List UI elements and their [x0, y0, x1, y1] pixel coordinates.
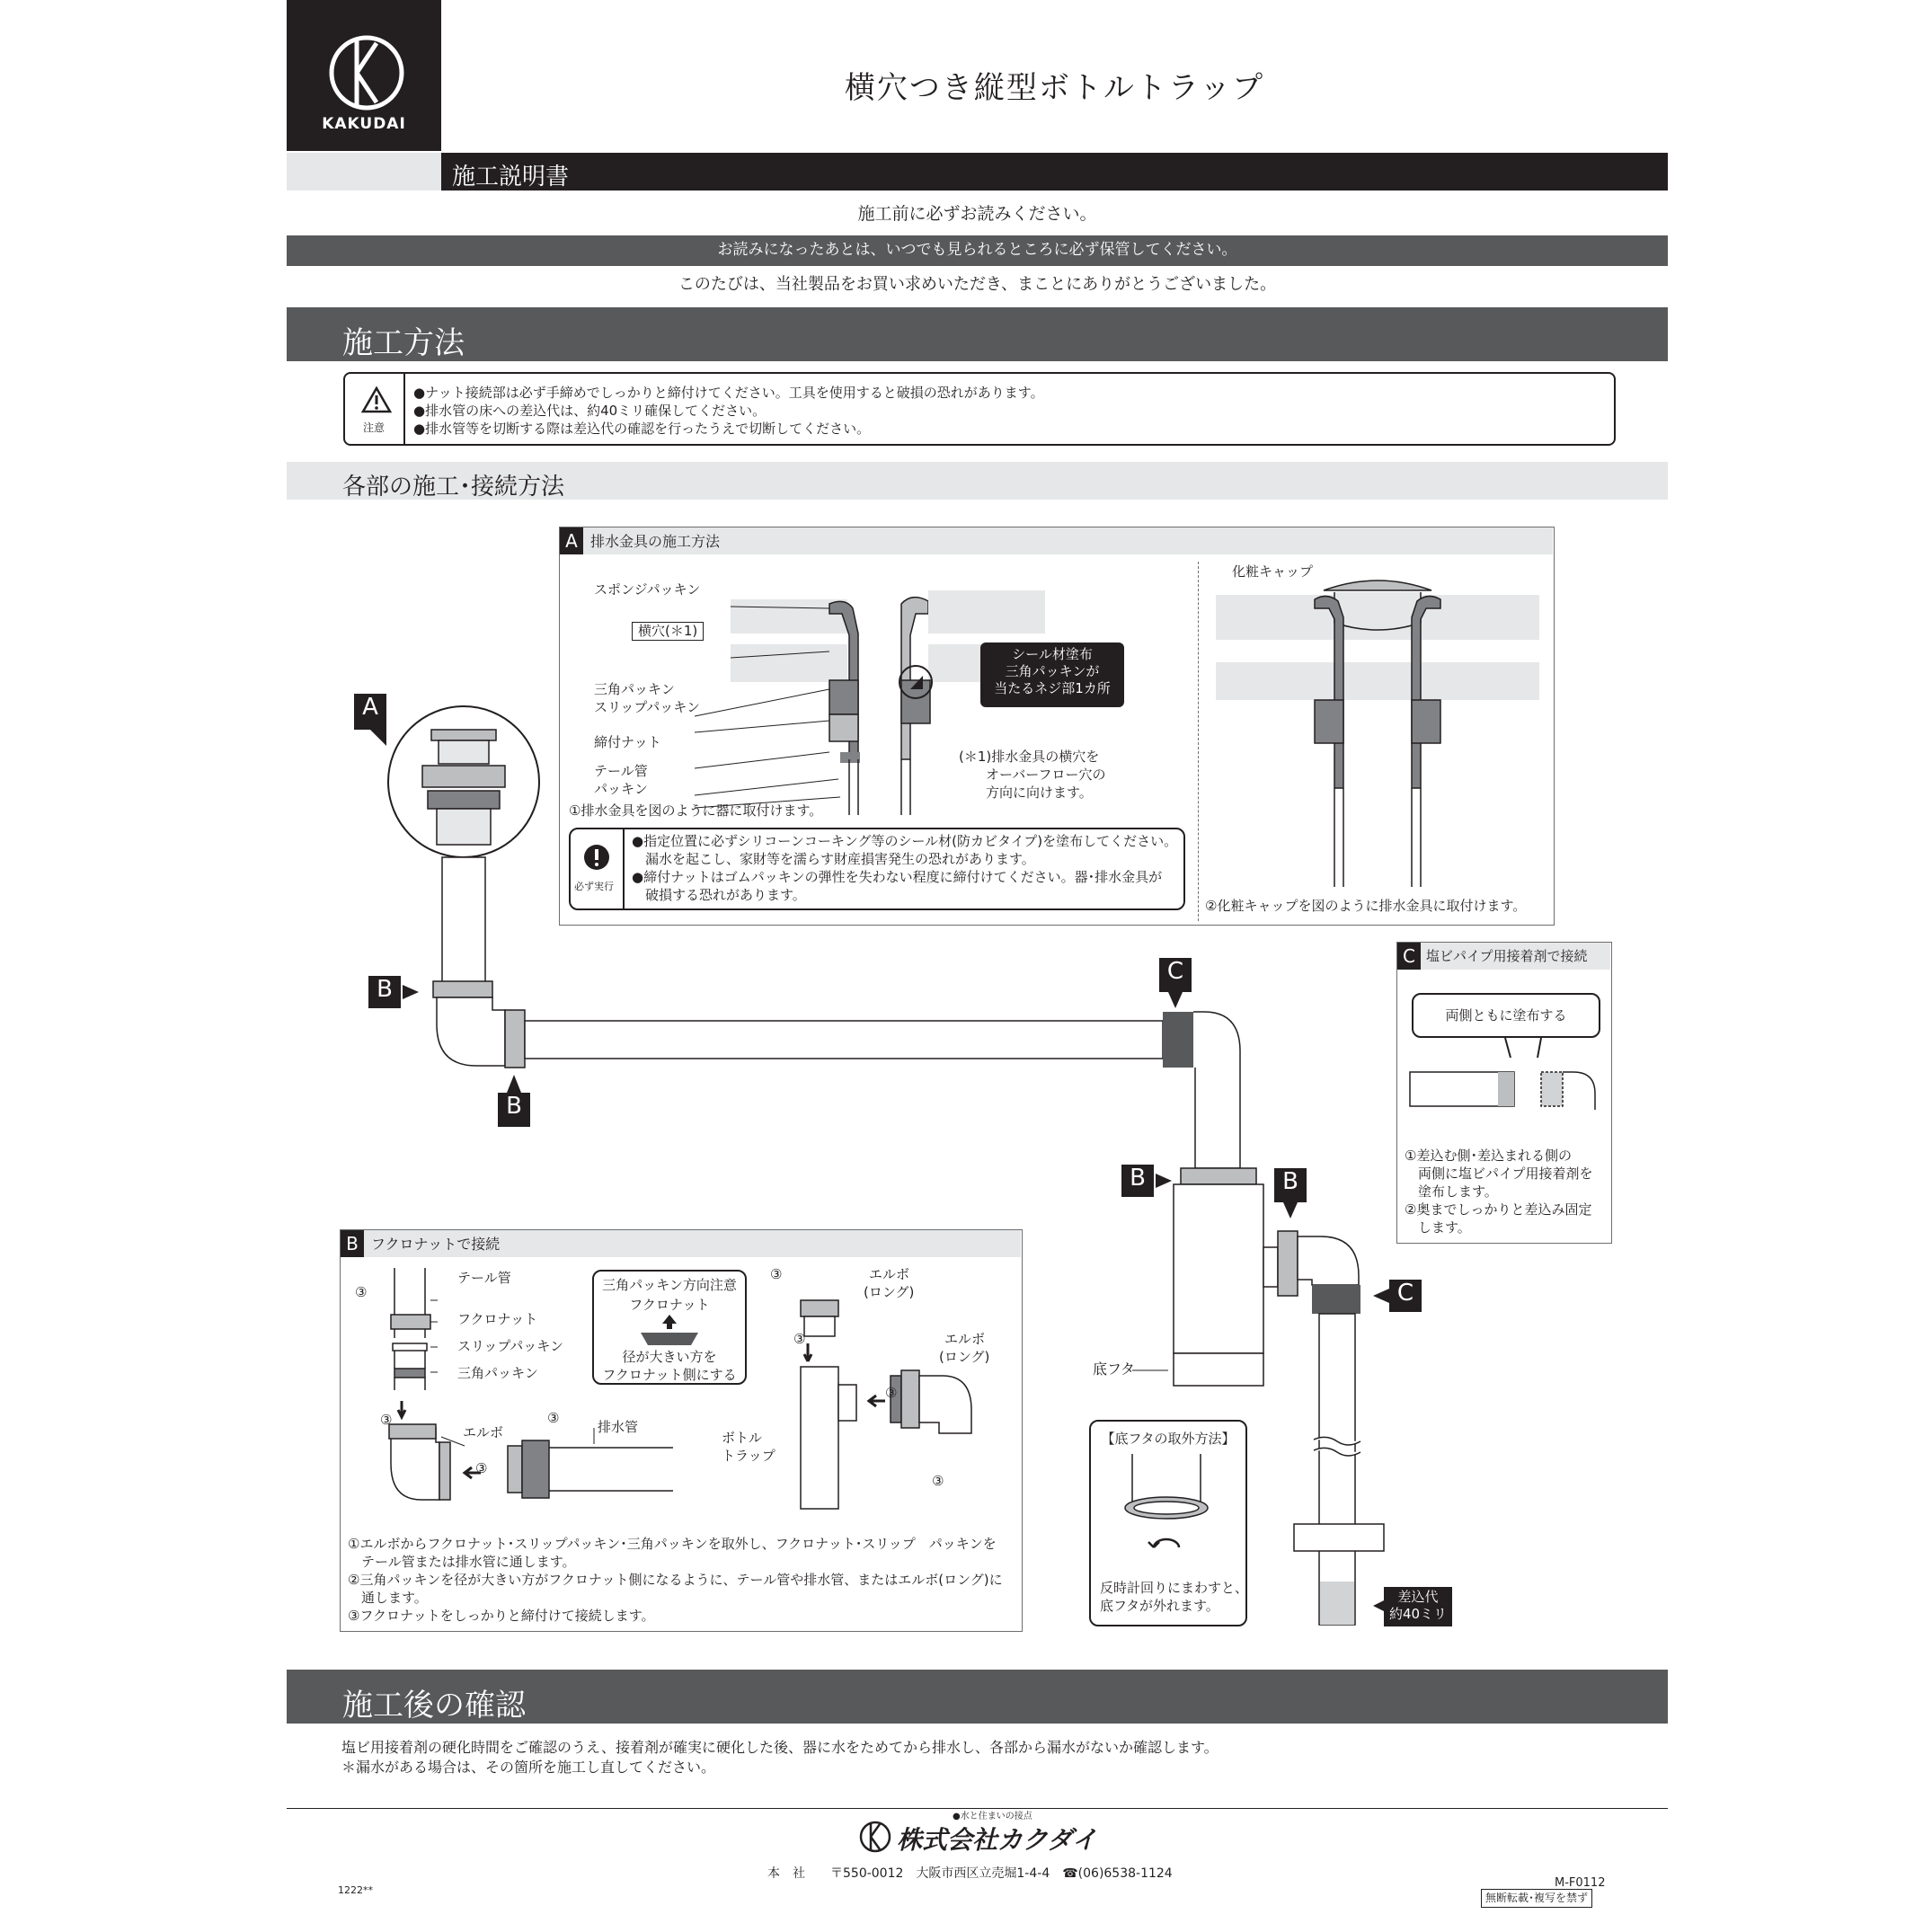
- panel-c-line-3: 塗布します。: [1405, 1183, 1498, 1200]
- callout-b-1: B: [368, 976, 401, 1008]
- footer-copy-notice: 無断転載･複写を禁ず: [1481, 1889, 1592, 1908]
- insert-depth-label: [1384, 1587, 1452, 1626]
- label-tail-pipe: テール管: [594, 763, 648, 779]
- label-b-fukuro-nut: フクロナット: [457, 1311, 538, 1327]
- panel-c-tag: C: [1397, 943, 1421, 970]
- must-line-2: 漏水を起こし、家財等を濡らす財産損害発生の恐れがあります。: [632, 851, 1035, 867]
- panel-b-header: [341, 1230, 1021, 1257]
- label-b-elbow-long-2: エルボ: [944, 1331, 986, 1347]
- panel-c-header: [1397, 943, 1610, 970]
- caution-line-3: ●排水管等を切断する際は差込代の確認を行ったうえで切断してください。: [413, 421, 871, 437]
- label-b-triangle-packing: 三角パッキン: [457, 1365, 538, 1381]
- label-b-elbow: エルボ: [463, 1424, 504, 1440]
- dir-box-nut: フクロナット: [629, 1297, 710, 1313]
- panel-c-line-4: ②奥までしっかりと差込み固定: [1405, 1201, 1592, 1218]
- panel-b: [340, 1229, 1023, 1632]
- callout-c-1: C: [1159, 958, 1192, 992]
- callout-b-1-arrow-icon: [403, 985, 421, 999]
- panel-a-step-2: ②化粧キャップを図のように排水金具に取付けます。: [1205, 898, 1527, 914]
- step-3-mark-5: ③: [770, 1266, 783, 1282]
- panel-c-bubble: [1412, 993, 1600, 1038]
- caution-line-2: ●排水管の床への差込代は、約40ミリ確保してください。: [413, 403, 767, 419]
- panel-c-title: 塩ビパイプ用接着剤で接続: [1426, 948, 1588, 964]
- must-label: 必ず実行: [574, 881, 614, 892]
- thanks-notice: このたびは、当社製品をお買い求めいただき、まことにありがとうございました。: [678, 275, 1277, 294]
- callout-b-4: B: [1274, 1168, 1307, 1202]
- keep-notice: お読みになったあとは、いつでも見られるところに必ず保管してください。: [717, 241, 1237, 259]
- section-after-bar: [287, 1670, 1668, 1724]
- footer-address: 本 社 〒550-0012 大阪市西区立売堀1-4-4 ☎(06)6538-1124: [767, 1866, 1173, 1881]
- drain-fitting-diagram-2: [1207, 554, 1548, 887]
- label-slip-packing: スリップパッキン: [594, 699, 701, 715]
- callout-c-2: C: [1389, 1280, 1422, 1312]
- callout-c-1-arrow-icon: [1168, 992, 1183, 1008]
- section-after-title: 施工後の確認: [342, 1688, 526, 1724]
- label-b-drain-pipe: 排水管: [598, 1419, 639, 1435]
- label-b-slip-packing: スリップパッキン: [457, 1338, 564, 1354]
- pvc-joint-diagram: [1397, 1038, 1604, 1110]
- read-first-notice: 施工前に必ずお読みください。: [857, 204, 1097, 224]
- callout-a: A: [354, 694, 386, 730]
- label-b-elbow-long-1: エルボ: [869, 1266, 910, 1282]
- footer-company-logo: 株式会社カクダイ: [897, 1825, 1097, 1855]
- panel-a-step-1: ①排水金具を図のように器に取付けます。: [569, 802, 823, 819]
- panel-c-line-1: ①差込む側･差込まれる側の: [1405, 1148, 1572, 1164]
- bottom-box-line-1: 反時計回りにまわすと、: [1100, 1580, 1249, 1596]
- footer-logo-icon: [859, 1821, 891, 1853]
- logo-text: KAKUDAI: [322, 115, 406, 133]
- callout-b-3-arrow-icon: [1156, 1174, 1174, 1188]
- footer-version: 1222**: [338, 1884, 373, 1896]
- panel-b-line-2: テール管または排水管に通します。: [348, 1554, 576, 1570]
- panel-b-tag: B: [341, 1230, 364, 1257]
- insert-depth-2: 約40ミリ: [1388, 1606, 1448, 1622]
- panel-a-tag: A: [560, 527, 583, 554]
- caution-label: 注意: [363, 421, 386, 434]
- panel-c-bubble-text: 両側ともに塗布する: [1445, 1007, 1567, 1024]
- panel-a-divider: [1198, 562, 1199, 921]
- panel-b-line-3: ②三角パッキンを径が大きい方がフクロナット側になるように、テール管や排水管、またはエルボ(ロング)に: [348, 1572, 1003, 1588]
- footer-slogan: ●水と住まいの接点: [953, 1812, 1032, 1821]
- subsection-title: 各部の施工･接続方法: [342, 474, 565, 501]
- insert-depth-1: 差込代: [1397, 1589, 1439, 1605]
- label-side-hole: 横穴(＊1): [632, 622, 704, 641]
- step-3-mark-1: ③: [355, 1284, 368, 1300]
- label-b-elbow-long-2b: (ロング): [939, 1349, 990, 1365]
- footer-doc-code: M-F0112: [1555, 1876, 1606, 1890]
- must-line-4: 破損する恐れがあります。: [632, 887, 806, 903]
- label-b-bottle-2: トラップ: [722, 1448, 775, 1464]
- callout-a-pointer: [370, 730, 388, 748]
- section-method-title: 施工方法: [342, 325, 465, 361]
- seal-line-2: 三角パッキンが: [1005, 663, 1100, 679]
- step-3-mark-2: ③: [380, 1412, 393, 1428]
- panel-b-title: フクロナットで接続: [371, 1236, 501, 1253]
- bottom-cap-removal-box: [1089, 1420, 1247, 1626]
- callout-b-2: B: [498, 1093, 530, 1127]
- dir-box-line-1: 径が大きい方を: [622, 1349, 717, 1365]
- label-triangle-packing: 三角パッキン: [594, 681, 675, 697]
- seal-line-1: シール材塗布: [1012, 646, 1093, 662]
- callout-b-3: B: [1121, 1165, 1154, 1197]
- manual-label: 施工説明書: [452, 164, 570, 191]
- insert-depth-pointer: [1373, 1600, 1386, 1612]
- step-3-mark-3: ③: [547, 1410, 560, 1426]
- step-3-mark-4: ③: [475, 1460, 488, 1476]
- pipe-assembly-diagram: [0, 0, 1168, 988]
- side-hole-note-3: 方向に向けます。: [986, 784, 1093, 801]
- dir-box-arrow-icon: [634, 1315, 705, 1347]
- dir-box-line-2: フクロナット側にする: [602, 1367, 737, 1383]
- label-b-tail-pipe: テール管: [457, 1270, 511, 1286]
- panel-b-line-4: 通します。: [348, 1590, 428, 1606]
- panel-c: [1396, 942, 1612, 1244]
- must-line-3: ●締付ナットはゴムパッキンの弾性を失わない程度に締付けてください。器･排水金具が: [632, 869, 1163, 885]
- step-3-mark-8: ③: [932, 1473, 944, 1489]
- label-b-bottle-1: ボトル: [722, 1430, 763, 1446]
- step-3-mark-7: ③: [885, 1385, 898, 1401]
- label-decorative-cap: 化粧キャップ: [1232, 563, 1314, 580]
- caution-line-1: ●ナット接続部は必ず手締めでしっかりと締付けてください。工具を使用すると破損の恐れがあります。: [413, 385, 1044, 401]
- document-title: 横穴つき縦型ボトルトラップ: [844, 70, 1265, 106]
- panel-b-line-5: ③フクロナットをしっかりと締付けて接続します。: [348, 1608, 655, 1624]
- panel-c-line-5: します。: [1405, 1219, 1471, 1236]
- panel-a-title: 排水金具の施工方法: [590, 533, 721, 550]
- dir-box-title: 三角パッキン方向注意: [602, 1277, 737, 1293]
- after-line-2: ＊漏水がある場合は、その箇所を施工し直してください。: [341, 1759, 716, 1776]
- label-packing: パッキン: [594, 781, 648, 797]
- callout-c-2-arrow-icon: [1371, 1289, 1389, 1303]
- label-sponge-packing: スポンジパッキン: [594, 581, 701, 598]
- callout-b-4-arrow-icon: [1283, 1202, 1298, 1219]
- bottom-box-line-2: 底フタが外れます。: [1100, 1598, 1219, 1614]
- side-hole-note-2: オーバーフロー穴の: [986, 767, 1106, 783]
- panel-c-line-2: 両側に塩ビパイプ用接着剤を: [1405, 1165, 1593, 1182]
- side-hole-note-1: (＊1)排水金具の横穴を: [959, 749, 1100, 765]
- triangle-direction-box: [592, 1270, 747, 1385]
- seal-line-3: 当たるネジ部1カ所: [994, 680, 1111, 696]
- callout-b-2-arrow-icon: [507, 1075, 521, 1093]
- label-b-elbow-long-1b: (ロング): [864, 1284, 915, 1300]
- must-line-1: ●指定位置に必ずシリコーンコーキング等のシール材(防カビタイプ)を塗布してください。: [632, 833, 1178, 849]
- bottom-box-title: 【底フタの取外方法】: [1101, 1431, 1236, 1447]
- after-line-1: 塩ビ用接着剤の硬化時間をご確認のうえ、接着剤が確実に硬化した後、器に水をためてから排水し、各部から漏水がないか確認します。: [341, 1739, 1219, 1756]
- step-3-mark-6: ③: [793, 1331, 806, 1347]
- panel-b-line-1: ①エルボからフクロナット･スリップパッキン･三角パッキンを取外し、フクロナット･スリップ パッキンを: [348, 1536, 997, 1552]
- label-bottom-cap: 底フタ: [1093, 1360, 1135, 1378]
- label-tightening-nut: 締付ナット: [594, 734, 661, 750]
- bottom-cap-diagram: [1114, 1454, 1222, 1562]
